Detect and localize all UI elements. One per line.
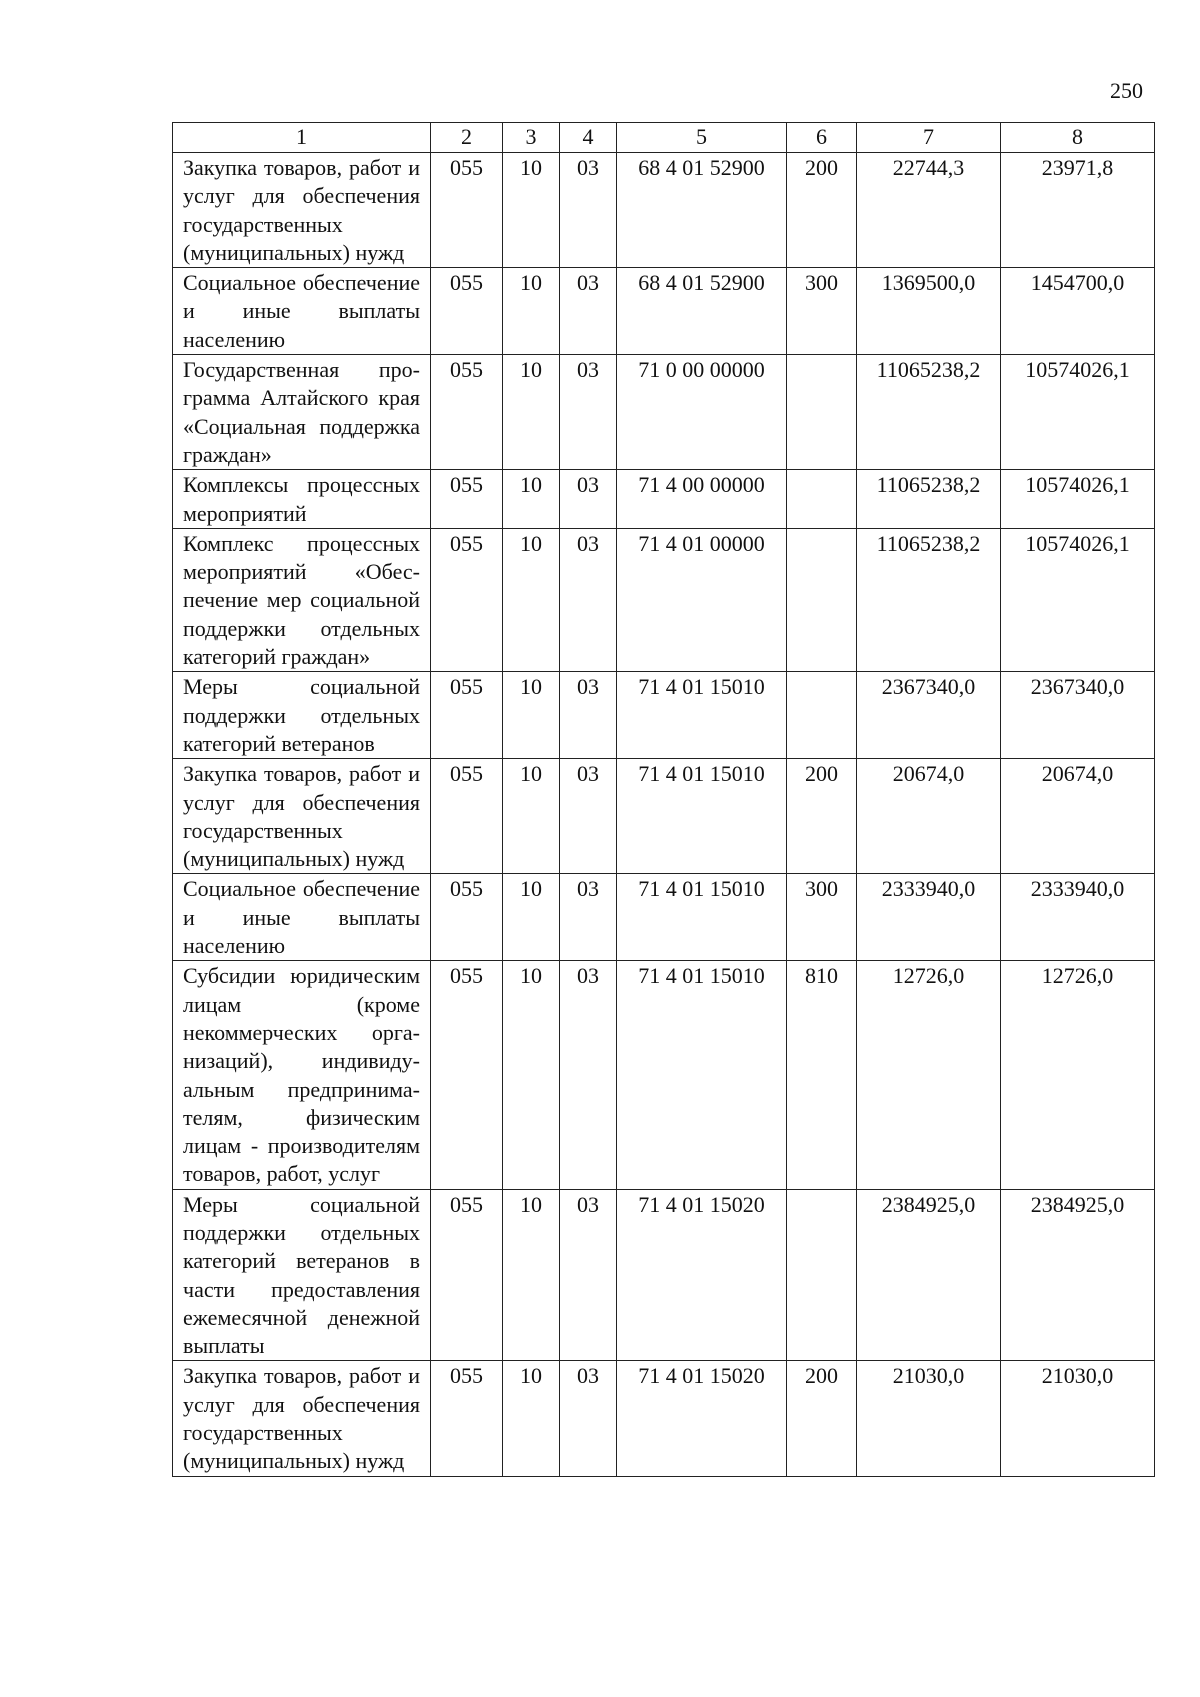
item-name: Социальное обеспечение и иные выплаты населению xyxy=(173,874,431,961)
ministry-code: 055 xyxy=(431,355,503,470)
subsection-code: 03 xyxy=(560,268,617,355)
ministry-code: 055 xyxy=(431,1189,503,1361)
section-code: 10 xyxy=(503,355,560,470)
amount-col-8: 2384925,0 xyxy=(1001,1189,1155,1361)
table-row xyxy=(173,759,1155,874)
table-row xyxy=(173,268,1155,355)
subsection-code: 03 xyxy=(560,355,617,470)
table-row xyxy=(173,153,1155,268)
expense-type-code: 200 xyxy=(787,153,857,268)
amount-col-7: 2384925,0 xyxy=(857,1189,1001,1361)
table-row xyxy=(173,1189,1155,1361)
amount-col-7: 2367340,0 xyxy=(857,672,1001,759)
expense-type-code: 300 xyxy=(787,874,857,961)
target-article-code: 71 4 00 00000 xyxy=(617,470,787,529)
amount-col-8: 2333940,0 xyxy=(1001,874,1155,961)
column-header: 5 xyxy=(617,123,787,153)
expense-type-code: 300 xyxy=(787,268,857,355)
expense-type-code xyxy=(787,672,857,759)
subsection-code: 03 xyxy=(560,961,617,1189)
table-row xyxy=(173,672,1155,759)
item-name: Меры социальной поддержки отдельных категорий ветеранов xyxy=(173,672,431,759)
target-article-code: 71 4 01 15010 xyxy=(617,874,787,961)
amount-col-7: 2333940,0 xyxy=(857,874,1001,961)
column-header: 2 xyxy=(431,123,503,153)
section-code: 10 xyxy=(503,1361,560,1476)
section-code: 10 xyxy=(503,528,560,671)
ministry-code: 055 xyxy=(431,759,503,874)
ministry-code: 055 xyxy=(431,470,503,529)
section-code: 10 xyxy=(503,874,560,961)
column-header: 3 xyxy=(503,123,560,153)
amount-col-7: 11065238,2 xyxy=(857,470,1001,529)
expense-type-code: 200 xyxy=(787,1361,857,1476)
target-article-code: 68 4 01 52900 xyxy=(617,153,787,268)
item-name: Комплексы процессных мероприятий xyxy=(173,470,431,529)
item-name: Закупка товаров, работ и услуг для обеспечения государственных (муниципальных) нужд xyxy=(173,1361,431,1476)
subsection-code: 03 xyxy=(560,153,617,268)
ministry-code: 055 xyxy=(431,153,503,268)
column-header: 4 xyxy=(560,123,617,153)
target-article-code: 68 4 01 52900 xyxy=(617,268,787,355)
subsection-code: 03 xyxy=(560,759,617,874)
table-row xyxy=(173,874,1155,961)
amount-col-8: 10574026,1 xyxy=(1001,470,1155,529)
amount-col-8: 20674,0 xyxy=(1001,759,1155,874)
amount-col-7: 12726,0 xyxy=(857,961,1001,1189)
section-code: 10 xyxy=(503,961,560,1189)
item-name: Комплекс процессных мероприятий «Обеспечение мер социальной поддержки отдельных категорий граждан» xyxy=(173,528,431,671)
amount-col-7: 11065238,2 xyxy=(857,528,1001,671)
table-row xyxy=(173,528,1155,671)
ministry-code: 055 xyxy=(431,268,503,355)
expense-type-code xyxy=(787,1189,857,1361)
section-code: 10 xyxy=(503,470,560,529)
ministry-code: 055 xyxy=(431,1361,503,1476)
expense-type-code: 810 xyxy=(787,961,857,1189)
amount-col-7: 22744,3 xyxy=(857,153,1001,268)
amount-col-8: 10574026,1 xyxy=(1001,355,1155,470)
section-code: 10 xyxy=(503,268,560,355)
column-header: 8 xyxy=(1001,123,1155,153)
subsection-code: 03 xyxy=(560,1189,617,1361)
item-name: Государственная программа Алтайского края «Социальная поддержка граждан» xyxy=(173,355,431,470)
page-number: 250 xyxy=(1110,78,1143,103)
target-article-code: 71 4 01 15010 xyxy=(617,961,787,1189)
section-code: 10 xyxy=(503,153,560,268)
expense-type-code: 200 xyxy=(787,759,857,874)
subsection-code: 03 xyxy=(560,672,617,759)
target-article-code: 71 0 00 00000 xyxy=(617,355,787,470)
amount-col-8: 21030,0 xyxy=(1001,1361,1155,1476)
item-name: Социальное обеспечение и иные выплаты населению xyxy=(173,268,431,355)
item-name: Субсидии юридическим лицам (кроме некоммерческих организаций), индивидуальным предпринимателям, физическим лицам - производителям товаров, работ, услуг xyxy=(173,961,431,1189)
item-name: Закупка товаров, работ и услуг для обеспечения государственных (муниципальных) нужд xyxy=(173,759,431,874)
table-row xyxy=(173,1361,1155,1476)
item-name: Закупка товаров, работ и услуг для обеспечения государственных (муниципальных) нужд xyxy=(173,153,431,268)
subsection-code: 03 xyxy=(560,528,617,671)
subsection-code: 03 xyxy=(560,1361,617,1476)
section-code: 10 xyxy=(503,672,560,759)
budget-table xyxy=(172,122,1155,1477)
amount-col-7: 21030,0 xyxy=(857,1361,1001,1476)
header-row xyxy=(173,123,1155,153)
ministry-code: 055 xyxy=(431,672,503,759)
target-article-code: 71 4 01 15010 xyxy=(617,672,787,759)
amount-col-8: 23971,8 xyxy=(1001,153,1155,268)
target-article-code: 71 4 01 00000 xyxy=(617,528,787,671)
item-name: Меры социальной поддержки отдельных категорий ветеранов в части предоставления ежемесячной денежной выплаты xyxy=(173,1189,431,1361)
column-header: 7 xyxy=(857,123,1001,153)
amount-col-7: 20674,0 xyxy=(857,759,1001,874)
expense-type-code xyxy=(787,355,857,470)
target-article-code: 71 4 01 15020 xyxy=(617,1189,787,1361)
section-code: 10 xyxy=(503,1189,560,1361)
amount-col-7: 11065238,2 xyxy=(857,355,1001,470)
ministry-code: 055 xyxy=(431,961,503,1189)
amount-col-8: 12726,0 xyxy=(1001,961,1155,1189)
ministry-code: 055 xyxy=(431,528,503,671)
subsection-code: 03 xyxy=(560,874,617,961)
table-row xyxy=(173,961,1155,1189)
section-code: 10 xyxy=(503,759,560,874)
target-article-code: 71 4 01 15010 xyxy=(617,759,787,874)
amount-col-8: 1454700,0 xyxy=(1001,268,1155,355)
column-header: 6 xyxy=(787,123,857,153)
ministry-code: 055 xyxy=(431,874,503,961)
amount-col-7: 1369500,0 xyxy=(857,268,1001,355)
expense-type-code xyxy=(787,470,857,529)
target-article-code: 71 4 01 15020 xyxy=(617,1361,787,1476)
amount-col-8: 2367340,0 xyxy=(1001,672,1155,759)
expense-type-code xyxy=(787,528,857,671)
table-row xyxy=(173,470,1155,529)
amount-col-8: 10574026,1 xyxy=(1001,528,1155,671)
table-row xyxy=(173,355,1155,470)
subsection-code: 03 xyxy=(560,470,617,529)
column-header: 1 xyxy=(173,123,431,153)
